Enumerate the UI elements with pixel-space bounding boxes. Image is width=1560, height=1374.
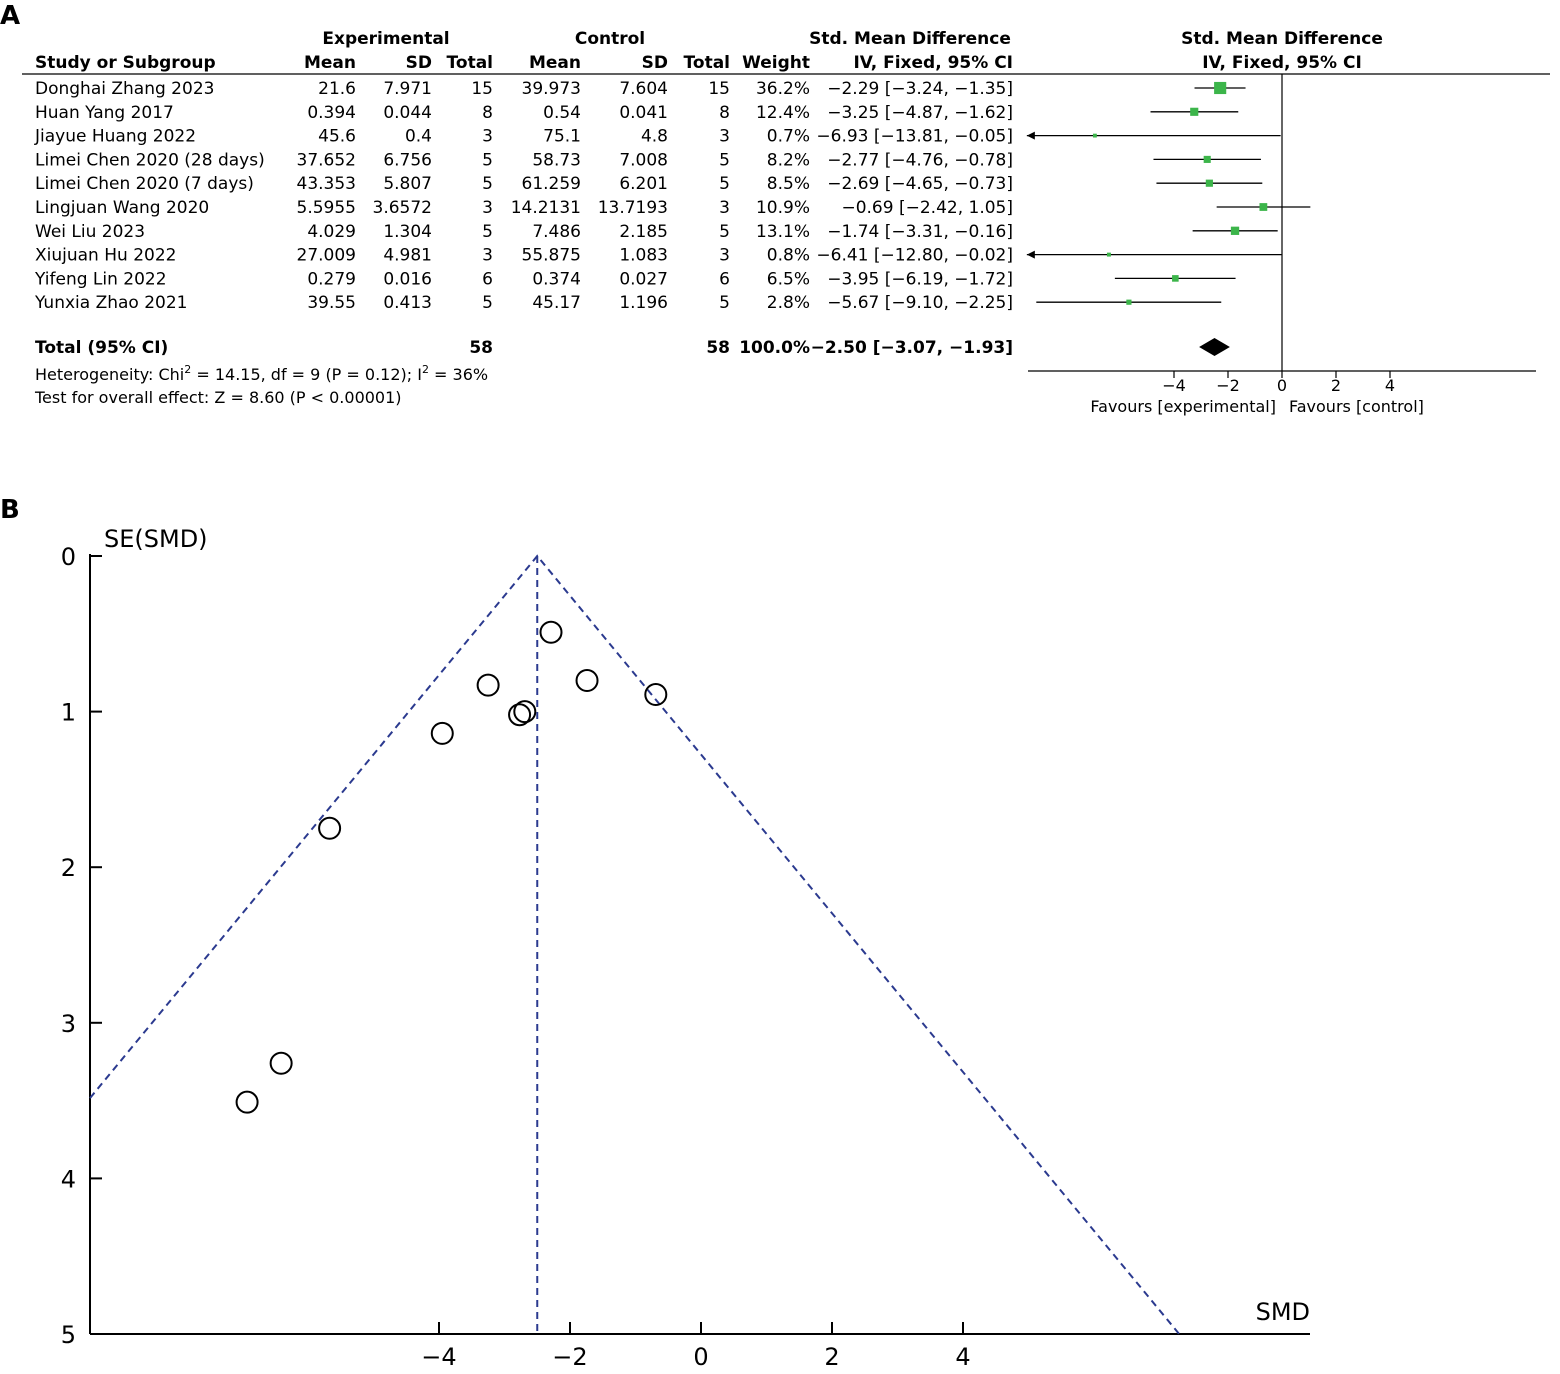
pooled-diamond xyxy=(1199,338,1230,356)
study-cell-ci-text: −3.95 [−6.19, −1.72] xyxy=(827,269,1013,290)
study-cell-e-mean: 5.5955 xyxy=(296,198,356,218)
total-weight: 100.0% xyxy=(739,338,810,358)
study-cell-weight: 2.8% xyxy=(766,293,810,314)
study-cell-e-mean: 43.353 xyxy=(296,174,356,195)
study-cell-c-mean: 39.973 xyxy=(521,79,581,99)
smd-header-bottom: IV, Fixed, 95% CI xyxy=(853,53,1013,73)
funnel-point xyxy=(319,818,340,839)
funnel-point xyxy=(478,675,499,696)
study-cell-c-sd: 13.7193 xyxy=(597,198,668,218)
ctrl-mean-header: Mean xyxy=(528,53,581,73)
forest-tick-label: −2 xyxy=(1216,376,1240,395)
study-cell-weight: 0.7% xyxy=(766,126,810,147)
total-ctrl-n: 58 xyxy=(706,338,730,358)
funnel-point xyxy=(645,684,666,705)
study-cell-e-mean: 4.029 xyxy=(307,221,356,242)
study-cell-name: Lingjuan Wang 2020 xyxy=(35,198,210,218)
study-cell-weight: 0.8% xyxy=(766,245,810,266)
study-cell-c-mean: 58.73 xyxy=(532,150,581,171)
favours-control: Favours [control] xyxy=(1289,397,1424,416)
ci-arrow xyxy=(1027,251,1035,259)
funnel-x-ticks xyxy=(421,1322,970,1371)
plot-header-bottom: IV, Fixed, 95% CI xyxy=(1202,53,1362,73)
heterogeneity-text: Heterogeneity: Chi$^2$ = 14.15, df = 9 (P = 0.12); $I^2 = 36\%$ xyxy=(35,363,489,384)
experimental-group-header: Experimental xyxy=(322,29,450,49)
study-cell-e-total: 5 xyxy=(482,221,493,242)
study-cell-c-sd: 4.8 xyxy=(640,126,668,147)
study-cell-name: Wei Liu 2023 xyxy=(35,221,146,242)
study-cell-e-sd: 1.304 xyxy=(383,221,432,242)
overall-effect-text: Test for overall effect: Z = 8.60 (P < 0.00001) xyxy=(35,388,402,407)
funnel-point xyxy=(237,1092,258,1113)
study-cell-c-total: 3 xyxy=(719,198,730,218)
study-cell-weight: 6.5% xyxy=(766,269,810,290)
panel-label-b: B xyxy=(0,495,20,525)
funnel-y-tick-label: 3 xyxy=(60,1009,76,1038)
forest-tick-label: 4 xyxy=(1384,376,1396,395)
study-cell-ci-text: −2.69 [−4.65, −0.73] xyxy=(827,174,1013,195)
study-column-header: Study or Subgroup xyxy=(35,53,216,73)
study-cell-ci-text: −6.41 [−12.80, −0.02] xyxy=(816,245,1013,266)
ci-arrow xyxy=(1027,132,1035,140)
funnel-y-ticks xyxy=(61,543,102,1349)
plot-header-top: Std. Mean Difference xyxy=(1181,29,1383,49)
study-cell-c-sd: 1.083 xyxy=(619,245,668,266)
study-cell-name: Donghai Zhang 2023 xyxy=(35,79,215,99)
study-cell-e-total: 15 xyxy=(471,79,493,99)
study-cell-e-total: 5 xyxy=(482,150,493,171)
exp-total-header: Total xyxy=(446,53,493,73)
study-cell-e-mean: 39.55 xyxy=(307,293,356,314)
study-cell-c-mean: 7.486 xyxy=(532,221,581,242)
study-cell-e-sd: 3.6572 xyxy=(372,198,432,218)
study-cell-ci-text: −2.77 [−4.76, −0.78] xyxy=(827,150,1013,171)
funnel-y-tick-label: 2 xyxy=(60,854,76,883)
study-cell-ci-text: −1.74 [−3.31, −0.16] xyxy=(827,221,1013,242)
study-cell-e-total: 3 xyxy=(482,126,493,147)
funnel-y-tick-label: 4 xyxy=(60,1165,76,1194)
study-marker xyxy=(1107,253,1111,257)
smd-header-top: Std. Mean Difference xyxy=(809,29,1011,49)
study-cell-c-mean: 14.2131 xyxy=(510,198,581,218)
study-cell-c-total: 6 xyxy=(719,269,730,290)
study-cell-c-sd: 0.027 xyxy=(619,269,668,290)
study-cell-c-sd: 6.201 xyxy=(619,174,668,195)
funnel-point xyxy=(271,1053,292,1074)
study-cell-c-sd: 1.196 xyxy=(619,293,668,314)
study-cell-ci-text: −6.93 [−13.81, −0.05] xyxy=(816,126,1013,147)
study-cell-weight: 12.4% xyxy=(755,102,810,123)
study-cell-e-total: 5 xyxy=(482,174,493,195)
study-cell-e-total: 3 xyxy=(482,245,493,266)
forest-axis-ticks xyxy=(1162,371,1395,395)
study-cell-c-total: 15 xyxy=(708,79,730,99)
study-cell-e-mean: 0.279 xyxy=(307,269,356,290)
study-cell-e-sd: 6.756 xyxy=(383,150,432,171)
study-cell-weight: 10.9% xyxy=(755,198,810,218)
study-cell-e-mean: 21.6 xyxy=(318,79,356,99)
funnel-point xyxy=(432,723,453,744)
study-markers xyxy=(1027,82,1311,305)
study-cell-c-mean: 0.374 xyxy=(532,269,581,290)
study-cell-c-total: 3 xyxy=(719,245,730,266)
study-cell-c-mean: 55.875 xyxy=(521,245,581,266)
ctrl-total-header: Total xyxy=(683,53,730,73)
panel-label-a: A xyxy=(0,1,21,31)
study-cell-e-sd: 0.016 xyxy=(383,269,432,290)
study-marker xyxy=(1172,275,1179,282)
study-cell-weight: 8.5% xyxy=(766,174,810,195)
total-exp-n: 58 xyxy=(469,338,493,358)
study-cell-e-total: 6 xyxy=(482,269,493,290)
study-cell-e-total: 8 xyxy=(482,102,493,123)
study-cell-c-mean: 75.1 xyxy=(543,126,581,147)
study-marker xyxy=(1126,300,1131,305)
study-marker xyxy=(1190,108,1198,116)
forest-tick-label: 2 xyxy=(1330,376,1342,395)
study-cell-ci-text: −0.69 [−2.42, 1.05] xyxy=(841,198,1013,218)
study-cell-c-total: 3 xyxy=(719,126,730,147)
study-cell-e-sd: 0.4 xyxy=(404,126,432,147)
ctrl-sd-header: SD xyxy=(641,53,668,73)
study-cell-name: Jiayue Huang 2022 xyxy=(35,126,197,147)
funnel-confidence-lines xyxy=(90,556,1179,1334)
funnel-point xyxy=(541,622,562,643)
study-cell-c-mean: 61.259 xyxy=(521,174,581,195)
funnel-x-tick-label: −2 xyxy=(552,1343,588,1371)
study-cell-c-total: 5 xyxy=(719,221,730,242)
study-cell-c-sd: 7.604 xyxy=(619,79,668,99)
study-marker xyxy=(1231,227,1239,235)
study-cell-c-total: 5 xyxy=(719,293,730,314)
study-cell-weight: 8.2% xyxy=(766,150,810,171)
study-cell-e-total: 5 xyxy=(482,293,493,314)
study-cell-e-mean: 45.6 xyxy=(318,126,356,147)
total-ci: −2.50 [−3.07, −1.93] xyxy=(810,338,1013,358)
funnel-plot xyxy=(61,525,1310,1371)
favours-experimental: Favours [experimental] xyxy=(1090,397,1276,416)
forest-tick-label: −4 xyxy=(1162,376,1186,395)
forest-plot xyxy=(22,29,1550,416)
funnel-x-tick-label: −4 xyxy=(421,1343,457,1371)
study-cell-name: Yifeng Lin 2022 xyxy=(35,269,167,290)
funnel-y-tick-label: 0 xyxy=(60,543,76,571)
study-cell-e-sd: 4.981 xyxy=(383,245,432,266)
study-cell-ci-text: −3.25 [−4.87, −1.62] xyxy=(827,102,1013,123)
study-cell-c-sd: 0.041 xyxy=(619,102,668,123)
study-marker xyxy=(1259,203,1267,211)
study-cell-c-total: 5 xyxy=(719,174,730,195)
study-cell-e-mean: 27.009 xyxy=(296,245,356,266)
study-marker xyxy=(1206,180,1213,187)
study-cell-e-mean: 37.652 xyxy=(296,150,356,171)
study-cell-name: Limei Chen 2020 (7 days) xyxy=(35,174,254,195)
study-cell-c-sd: 2.185 xyxy=(619,221,668,242)
study-cell-c-mean: 45.17 xyxy=(532,293,581,314)
funnel-x-tick-label: 0 xyxy=(693,1343,709,1371)
funnel-y-label: SE(SMD) xyxy=(104,525,208,553)
study-cell-weight: 36.2% xyxy=(755,79,810,99)
study-cell-c-total: 8 xyxy=(719,102,730,123)
exp-mean-header: Mean xyxy=(303,53,356,73)
study-cell-name: Limei Chen 2020 (28 days) xyxy=(35,150,265,171)
funnel-point xyxy=(514,701,535,722)
funnel-points xyxy=(237,622,667,1113)
study-marker xyxy=(1214,82,1226,94)
funnel-y-tick-label: 5 xyxy=(60,1321,76,1349)
study-cell-name: Xiujuan Hu 2022 xyxy=(35,245,177,266)
study-marker xyxy=(1093,134,1097,138)
funnel-y-tick-label: 1 xyxy=(60,698,76,727)
weight-header: Weight xyxy=(742,53,810,73)
exp-sd-header: SD xyxy=(405,53,432,73)
study-cell-c-sd: 7.008 xyxy=(619,150,668,171)
study-marker xyxy=(1204,156,1211,163)
study-cell-e-mean: 0.394 xyxy=(307,102,356,123)
study-cell-c-total: 5 xyxy=(719,150,730,171)
funnel-x-tick-label: 2 xyxy=(824,1343,840,1371)
study-cell-weight: 13.1% xyxy=(755,221,810,242)
study-rows xyxy=(34,79,1013,313)
study-cell-c-mean: 0.54 xyxy=(543,102,581,123)
study-cell-name: Yunxia Zhao 2021 xyxy=(35,293,188,314)
study-cell-e-sd: 0.413 xyxy=(383,293,432,314)
study-cell-name: Huan Yang 2017 xyxy=(35,102,174,123)
forest-tick-label: 0 xyxy=(1276,376,1288,395)
study-cell-e-sd: 0.044 xyxy=(383,102,432,123)
study-cell-e-sd: 7.971 xyxy=(383,79,432,99)
funnel-x-tick-label: 4 xyxy=(955,1343,971,1371)
funnel-x-label: SMD xyxy=(1255,1298,1310,1326)
study-cell-e-total: 3 xyxy=(482,198,493,218)
study-cell-e-sd: 5.807 xyxy=(383,174,432,195)
funnel-point xyxy=(577,670,598,691)
study-cell-ci-text: −5.67 [−9.10, −2.25] xyxy=(827,293,1013,314)
control-group-header: Control xyxy=(574,29,646,49)
total-label: Total (95% CI) xyxy=(35,338,169,358)
study-cell-ci-text: −2.29 [−3.24, −1.35] xyxy=(827,79,1013,99)
